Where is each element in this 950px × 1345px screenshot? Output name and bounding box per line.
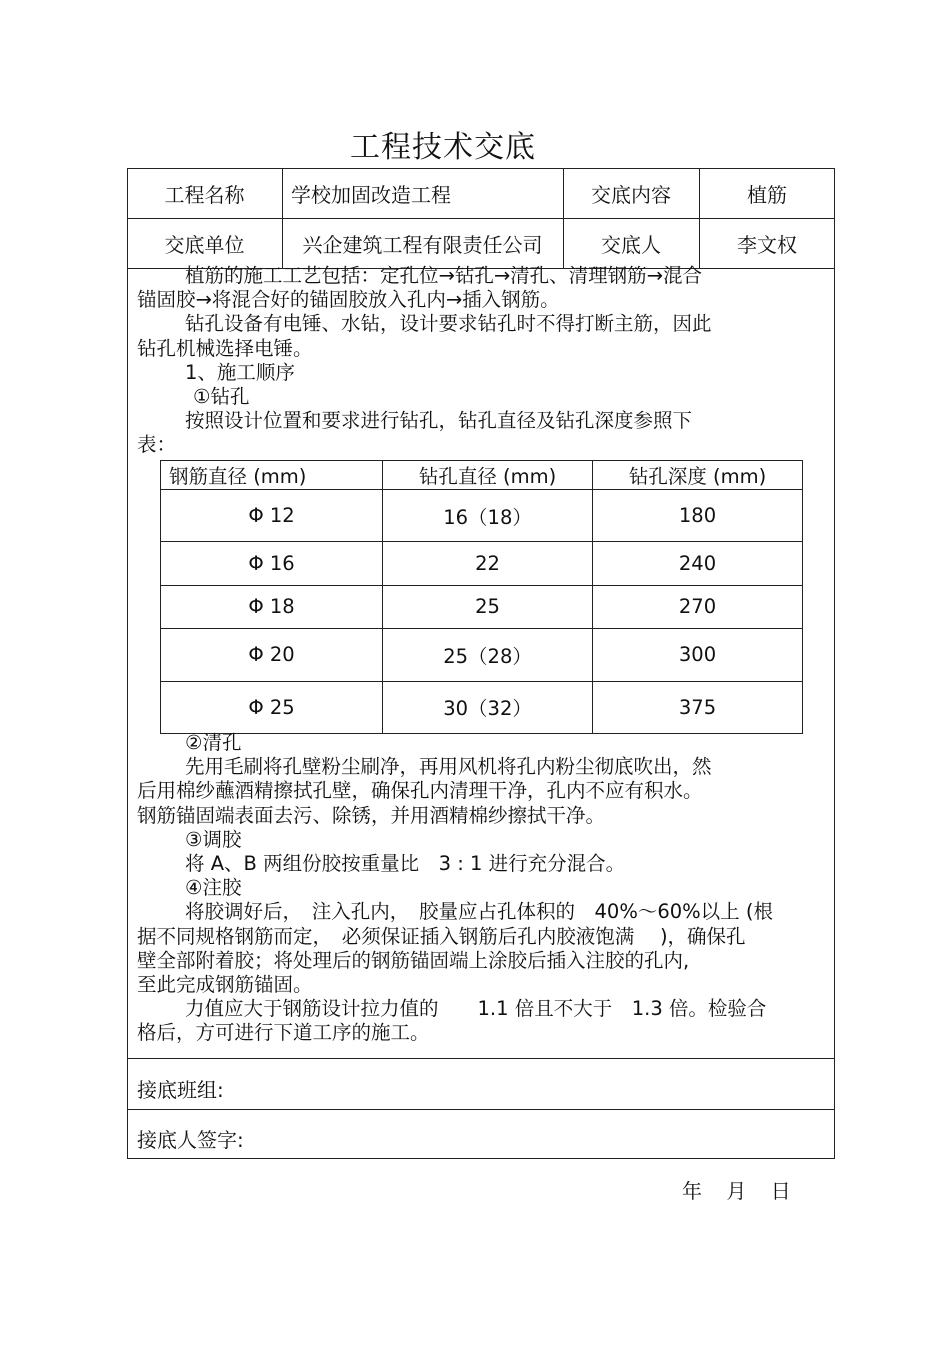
date-year: 年 [682,1179,702,1203]
document-title: 工程技术交底 [350,130,536,165]
hole-depth-cell: 240 [593,542,803,585]
procedure-text-continued [137,731,831,1046]
step-heading: ④注胶 [185,876,242,900]
person-value: 李文权 [737,232,797,257]
table-row [161,629,803,681]
rebar-diameter-cell: Φ 18 [161,585,383,628]
paragraph-line: 后用棉纱蘸酒精擦拭孔壁，确保孔内清理干净，孔内不应有积水。 [137,779,703,803]
hole-diameter-cell: 16（18） [383,490,593,542]
table-row [161,681,803,733]
paragraph-line: 钻孔机械选择电锤。 [137,336,313,360]
unit-label: 交底单位 [164,232,245,257]
table-row [161,542,803,585]
rebar-diameter-cell: Φ 20 [161,629,383,681]
hole-depth-cell: 300 [593,629,803,681]
table-row [161,490,803,542]
paragraph-line: 至此完成钢筋锚固。 [137,973,313,997]
section-heading: 1、施工顺序 [185,360,295,384]
paragraph-line: 力值应大于钢筋设计拉力值的 1.1 倍且不大于 1.3 倍。检验合 [185,997,767,1021]
hole-diameter-cell: 25 [383,585,593,628]
step-heading: ③调胶 [185,827,242,851]
hole-depth-cell: 180 [593,490,803,542]
column-header: 钻孔深度 (mm) [593,461,803,490]
receiving-team-label: 接底班组: [137,1078,224,1102]
person-label: 交底人 [601,232,661,257]
paragraph-line: 先用毛刷将孔壁粉尘刷净，再用风机将孔内粉尘彻底吹出，然 [185,755,712,779]
date-month: 月 [726,1179,747,1203]
paragraph-line: 壁全部附着胶；将处理后的钢筋锚固端上涂胶后插入注胶的孔内, [137,948,690,972]
project-name-value: 学校加固改造工程 [291,182,451,207]
rebar-diameter-cell: Φ 25 [161,681,383,733]
paragraph-line: 锚固胶→将混合好的锚固胶放入孔内→插入钢筋。 [137,288,560,312]
table-row [161,585,803,628]
paragraph-line: 将 A、B 两组份胶按重量比 3 : 1 进行充分混合。 [185,852,626,876]
content-label: 交底内容 [591,182,671,207]
footer-top-divider [127,1058,835,1059]
paragraph-line: 钻孔设备有电锤、水钻，设计要求钻孔时不得打断主筋，因此 [185,312,712,336]
paragraph-line: 据不同规格钢筋而定， 必须保证插入钢筋后孔内胶液饱满 )，确保孔 [137,924,746,948]
hole-diameter-cell: 30（32） [383,681,593,733]
paragraph-line: 植筋的施工工艺包括：定孔位→钻孔→清孔、清理钢筋→混合 [185,264,703,287]
date-day: 日 [770,1179,791,1203]
column-header: 钻孔直径 (mm) [383,461,593,490]
hole-diameter-cell: 22 [383,542,593,585]
rebar-diameter-cell: Φ 12 [161,490,383,542]
rebar-diameter-cell: Φ 16 [161,542,383,585]
project-name-label: 工程名称 [164,182,245,207]
paragraph-line: 格后，方可进行下道工序的施工。 [137,1021,430,1045]
content-value: 植筋 [747,182,787,207]
table-header-row [161,461,803,490]
paragraph-line: 表： [137,433,177,457]
footer-mid-divider [127,1109,835,1110]
paragraph-line: 按照设计位置和要求进行钻孔，钻孔直径及钻孔深度参照下 [185,409,693,433]
unit-value: 兴企建筑工程有限责任公司 [302,232,543,257]
hole-diameter-cell: 25（28） [383,629,593,681]
drilling-spec-table [160,460,803,734]
column-header: 钢筋直径 (mm) [161,461,383,490]
hole-depth-cell: 270 [593,585,803,628]
date-line [682,1175,809,1204]
step-heading: ①钻孔 [193,385,250,409]
paragraph-line: 将胶调好后， 注入孔内， 胶量应占孔体积的 40%～60%以上 (根 [185,900,773,924]
paragraph-line: 钢筋锚固端表面去污、除锈，并用酒精棉纱擦拭干净。 [137,803,606,827]
receiver-signature-label: 接底人签字: [137,1128,244,1152]
step-heading: ②清孔 [185,731,242,754]
procedure-text [137,264,831,458]
hole-depth-cell: 375 [593,681,803,733]
